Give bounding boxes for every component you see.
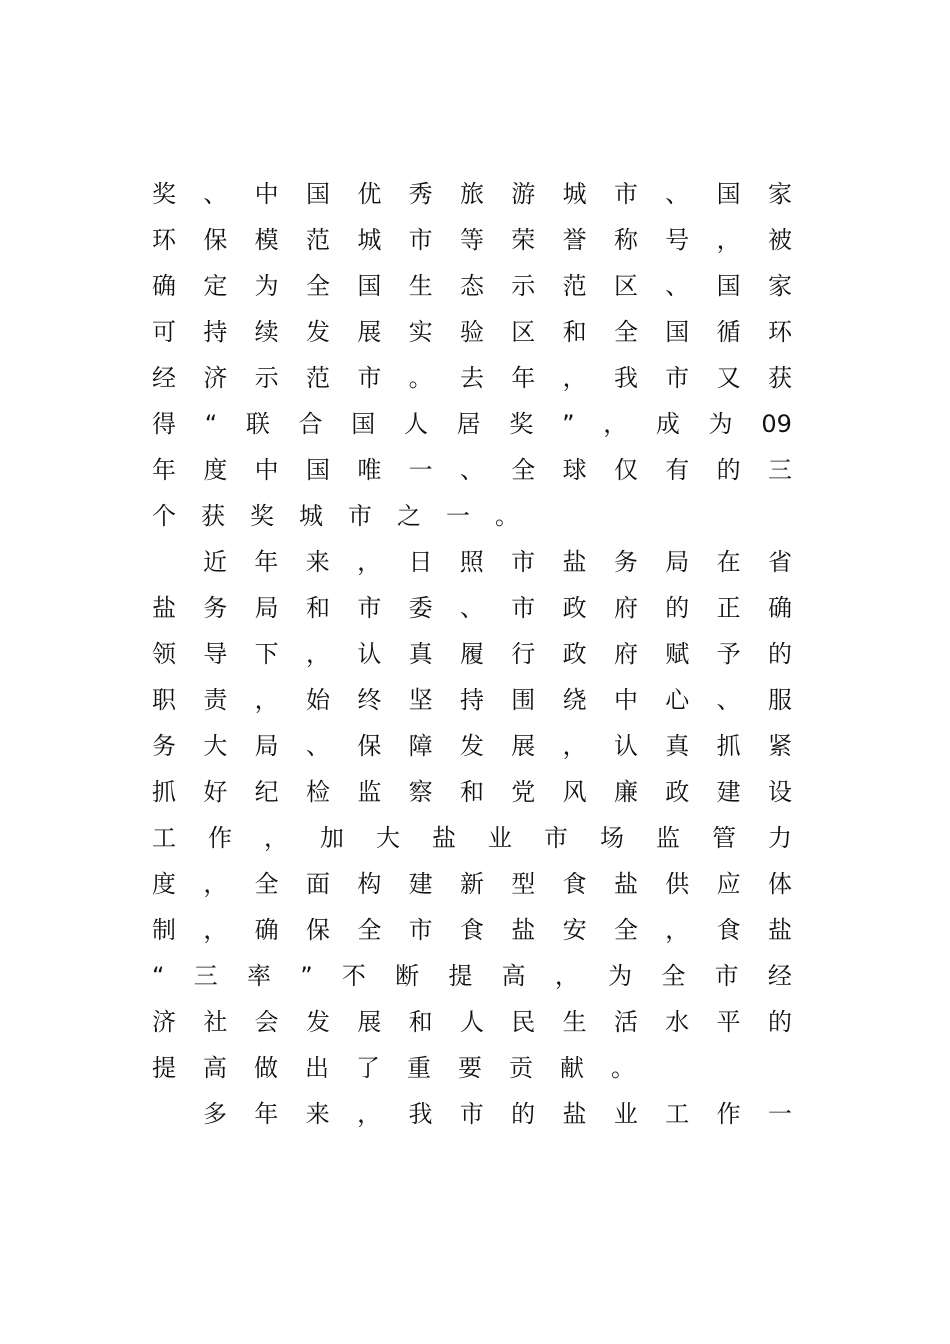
text-glyph: 社 [203, 1008, 228, 1036]
text-glyph: 范 [305, 226, 330, 254]
text-glyph: 我 [408, 1100, 433, 1128]
text-glyph: 成 [655, 410, 680, 438]
text-glyph: 终 [357, 686, 382, 714]
text-line [152, 684, 792, 716]
text-glyph: 城 [357, 226, 382, 254]
text-glyph: 正 [716, 594, 741, 622]
text-glyph: 建 [408, 870, 433, 898]
text-glyph: 、 [716, 686, 741, 714]
text-glyph: 市 [511, 548, 536, 576]
text-glyph: 济 [203, 364, 228, 392]
text-glyph: 业 [613, 1100, 638, 1128]
text-glyph: 重 [407, 1054, 431, 1082]
text-glyph: 务 [152, 732, 176, 760]
text-glyph: 济 [152, 1008, 176, 1036]
text-glyph: 真 [665, 732, 690, 760]
text-glyph: 年 [254, 1100, 279, 1128]
text-glyph: 持 [459, 686, 484, 714]
text-glyph: 仅 [613, 456, 638, 484]
text-glyph: 盐 [562, 548, 587, 576]
text-glyph: 之 [397, 502, 421, 530]
text-glyph: 和 [459, 778, 484, 806]
text-glyph: 度 [203, 456, 228, 484]
text-glyph: 。 [408, 364, 433, 392]
text-glyph: 国 [305, 180, 330, 208]
text-glyph: 。 [611, 1054, 635, 1082]
text-glyph: 奖 [250, 502, 274, 530]
text-glyph: 检 [305, 778, 330, 806]
text-glyph: 献 [560, 1054, 584, 1082]
text-glyph: 确 [767, 594, 792, 622]
text-glyph: 生 [562, 1008, 587, 1036]
text-glyph: 市 [408, 226, 433, 254]
text-glyph: 盐 [152, 594, 176, 622]
text-glyph: 平 [716, 1008, 741, 1036]
text-glyph: 市 [459, 1100, 484, 1128]
text-glyph: 断 [395, 962, 420, 990]
text-glyph: 循 [716, 318, 741, 346]
text-line [152, 776, 792, 808]
text-glyph: 中 [254, 180, 279, 208]
text-glyph: 市 [511, 594, 536, 622]
text-glyph: 导 [203, 640, 228, 668]
text-glyph: 下 [254, 640, 279, 668]
text-glyph: 委 [408, 594, 433, 622]
text-glyph: 号 [665, 226, 690, 254]
text-glyph: 为 [254, 272, 279, 300]
text-glyph: 发 [305, 318, 330, 346]
text-glyph: 全 [613, 916, 638, 944]
text-glyph: 保 [357, 732, 382, 760]
text-glyph: 贡 [509, 1054, 533, 1082]
text-glyph: 市 [665, 364, 690, 392]
text-glyph: 城 [562, 180, 587, 208]
text-glyph: 食 [716, 916, 741, 944]
text-glyph: 加 [320, 824, 344, 852]
text-glyph: 会 [254, 1008, 279, 1036]
text-glyph: 心 [665, 686, 690, 714]
text-glyph: ， [603, 410, 628, 438]
text-glyph: 坚 [408, 686, 433, 714]
text-glyph: 年 [152, 456, 176, 484]
text-glyph: 新 [459, 870, 484, 898]
text-glyph: 居 [456, 410, 481, 438]
text-glyph: 生 [408, 272, 433, 300]
text-glyph: 提 [448, 962, 473, 990]
text-glyph: ， [665, 916, 690, 944]
text-glyph: 民 [511, 1008, 536, 1036]
text-line [152, 822, 792, 854]
text-glyph: 、 [459, 594, 484, 622]
text-glyph: 建 [716, 778, 741, 806]
text-glyph: ， [562, 732, 587, 760]
text-glyph: 认 [613, 732, 638, 760]
text-glyph: 予 [716, 640, 741, 668]
text-glyph: 获 [767, 364, 792, 392]
text-glyph: 绕 [562, 686, 587, 714]
text-line [152, 1006, 792, 1038]
text-glyph: 保 [203, 226, 228, 254]
text-glyph: ， [305, 640, 330, 668]
text-glyph: 供 [665, 870, 690, 898]
text-glyph: 优 [357, 180, 382, 208]
text-glyph: 水 [665, 1008, 690, 1036]
text-glyph: 风 [562, 778, 587, 806]
text-glyph: 唯 [357, 456, 382, 484]
text-line [152, 592, 792, 624]
text-line [152, 224, 792, 256]
text-glyph: 和 [562, 318, 587, 346]
text-glyph: 示 [511, 272, 536, 300]
text-glyph: 领 [152, 640, 176, 668]
text-glyph: 市 [714, 962, 739, 990]
text-glyph: 一 [446, 502, 470, 530]
text-glyph: 食 [562, 870, 587, 898]
text-glyph: 廉 [613, 778, 638, 806]
text-glyph: 面 [305, 870, 330, 898]
text-line [152, 960, 792, 992]
text-glyph: 球 [562, 456, 587, 484]
text-glyph: 的 [665, 594, 690, 622]
text-glyph: 环 [767, 318, 792, 346]
text-glyph: 活 [613, 1008, 638, 1036]
text-line [152, 316, 792, 348]
text-glyph: 09 [761, 410, 792, 438]
text-glyph: 构 [357, 870, 382, 898]
text-glyph: 省 [767, 548, 792, 576]
text-glyph: 行 [511, 640, 536, 668]
text-glyph: 场 [600, 824, 624, 852]
text-glyph: 三 [193, 962, 218, 990]
text-glyph: 围 [511, 686, 536, 714]
text-glyph: 的 [767, 1008, 792, 1036]
text-glyph: 国 [716, 180, 741, 208]
text-glyph: 获 [201, 502, 225, 530]
text-glyph: 城 [299, 502, 323, 530]
text-glyph: 三 [767, 456, 792, 484]
text-glyph: 去 [459, 364, 484, 392]
text-glyph: 的 [716, 456, 741, 484]
text-glyph: 作 [716, 1100, 741, 1128]
text-glyph: 续 [254, 318, 279, 346]
text-line [152, 178, 792, 210]
text-glyph: 可 [152, 318, 176, 346]
text-glyph: 做 [254, 1054, 278, 1082]
text-glyph: 国 [305, 456, 330, 484]
text-glyph: 持 [203, 318, 228, 346]
text-glyph: 家 [767, 180, 792, 208]
text-glyph: 、 [203, 180, 228, 208]
text-glyph: 范 [305, 364, 330, 392]
text-glyph: 、 [459, 456, 484, 484]
text-glyph: 范 [562, 272, 587, 300]
text-glyph: 食 [459, 916, 484, 944]
text-glyph: 被 [767, 226, 792, 254]
text-glyph: 政 [562, 594, 587, 622]
text-glyph: 奖 [152, 180, 176, 208]
text-glyph: 一 [408, 456, 433, 484]
text-glyph: ， [203, 870, 228, 898]
text-glyph: 盐 [432, 824, 456, 852]
text-glyph: 力 [768, 824, 792, 852]
text-glyph: 高 [501, 962, 526, 990]
text-glyph: 型 [511, 870, 536, 898]
text-glyph: 全 [254, 870, 279, 898]
text-glyph: 。 [495, 502, 519, 530]
text-glyph: 务 [613, 548, 638, 576]
text-glyph: 提 [152, 1054, 176, 1082]
text-glyph: 全 [305, 272, 330, 300]
text-glyph: 局 [665, 548, 690, 576]
text-glyph: 国 [716, 272, 741, 300]
text-glyph: 经 [152, 364, 176, 392]
text-glyph: 合 [298, 410, 323, 438]
text-glyph: 纪 [254, 778, 279, 806]
text-line [152, 914, 792, 946]
text-glyph: 来 [305, 1100, 330, 1128]
text-glyph: ， [357, 548, 382, 576]
text-glyph: 模 [254, 226, 279, 254]
text-glyph: 全 [661, 962, 686, 990]
text-glyph: 展 [357, 1008, 382, 1036]
text-glyph: 来 [305, 548, 330, 576]
text-glyph: ， [254, 686, 279, 714]
text-glyph: 好 [203, 778, 228, 806]
text-glyph: ” [300, 962, 313, 990]
text-glyph: 盐 [562, 1100, 587, 1128]
paragraph-first-line [203, 1098, 792, 1130]
text-glyph: 盐 [613, 870, 638, 898]
text-glyph: 设 [767, 778, 792, 806]
text-glyph: 管 [712, 824, 736, 852]
text-glyph: 真 [408, 640, 433, 668]
text-glyph: 全 [511, 456, 536, 484]
text-glyph: 奖 [509, 410, 534, 438]
text-glyph: “ [204, 410, 218, 438]
text-glyph: 国 [665, 318, 690, 346]
text-glyph: 监 [357, 778, 382, 806]
text-glyph: ， [562, 364, 587, 392]
text-glyph: 抓 [152, 778, 176, 806]
text-glyph: 又 [716, 364, 741, 392]
text-glyph: 不 [341, 962, 366, 990]
text-glyph: 市 [357, 594, 382, 622]
text-glyph: 党 [511, 778, 536, 806]
text-glyph: 和 [408, 1008, 433, 1036]
text-glyph: 国 [357, 272, 382, 300]
text-glyph: 旅 [459, 180, 484, 208]
text-glyph: 的 [767, 640, 792, 668]
text-line [152, 270, 792, 302]
text-glyph: 示 [254, 364, 279, 392]
text-glyph: 高 [203, 1054, 227, 1082]
text-glyph: ” [562, 410, 575, 438]
text-glyph: 在 [716, 548, 741, 576]
text-glyph: 联 [245, 410, 270, 438]
text-glyph: 度 [152, 870, 176, 898]
text-glyph: 得 [152, 410, 176, 438]
text-line [152, 638, 792, 670]
text-glyph: 游 [511, 180, 536, 208]
text-glyph: 安 [562, 916, 587, 944]
text-glyph: 作 [208, 824, 232, 852]
text-glyph: 工 [152, 824, 176, 852]
text-glyph: 局 [254, 594, 279, 622]
text-glyph: 制 [152, 916, 176, 944]
text-glyph: 府 [613, 640, 638, 668]
text-glyph: 区 [511, 318, 536, 346]
text-line [152, 1052, 792, 1084]
text-line [152, 500, 792, 532]
text-glyph: 工 [665, 1100, 690, 1128]
text-glyph: ， [716, 226, 741, 254]
text-glyph: 率 [246, 962, 271, 990]
text-glyph: 荣 [511, 226, 536, 254]
text-glyph: 家 [767, 272, 792, 300]
text-glyph: 市 [357, 364, 382, 392]
text-glyph: 局 [254, 732, 279, 760]
text-glyph: 发 [305, 1008, 330, 1036]
text-glyph: ， [264, 824, 288, 852]
text-glyph: 一 [767, 1100, 792, 1128]
text-glyph: 年 [511, 364, 536, 392]
text-glyph: 体 [767, 870, 792, 898]
text-glyph: 称 [613, 226, 638, 254]
text-glyph: 责 [203, 686, 228, 714]
text-glyph: 有 [665, 456, 690, 484]
text-glyph: 为 [708, 410, 733, 438]
text-glyph: 我 [613, 364, 638, 392]
text-glyph: “ [152, 962, 165, 990]
text-glyph: 认 [357, 640, 382, 668]
text-glyph: 人 [403, 410, 428, 438]
text-glyph: 誉 [562, 226, 587, 254]
text-glyph: 秀 [408, 180, 433, 208]
text-glyph: 障 [408, 732, 433, 760]
text-glyph: ， [554, 962, 579, 990]
text-glyph: 全 [357, 916, 382, 944]
text-line [152, 730, 792, 762]
text-glyph: 盐 [767, 916, 792, 944]
text-glyph: 盐 [511, 916, 536, 944]
text-glyph: 市 [544, 824, 568, 852]
paragraph-first-line [203, 546, 792, 578]
text-glyph: 抓 [716, 732, 741, 760]
text-glyph: 等 [459, 226, 484, 254]
text-glyph: 市 [348, 502, 372, 530]
text-glyph: 、 [665, 180, 690, 208]
text-glyph: 经 [767, 962, 792, 990]
text-glyph: 大 [376, 824, 400, 852]
text-glyph: 市 [408, 916, 433, 944]
text-glyph: 照 [459, 548, 484, 576]
text-glyph: 中 [254, 456, 279, 484]
text-glyph: 服 [767, 686, 792, 714]
text-glyph: ， [203, 916, 228, 944]
text-glyph: 市 [613, 180, 638, 208]
text-glyph: ， [357, 1100, 382, 1128]
text-glyph: 了 [356, 1054, 380, 1082]
text-glyph: 职 [152, 686, 176, 714]
text-glyph: 应 [716, 870, 741, 898]
text-glyph: 出 [305, 1054, 329, 1082]
text-glyph: 监 [656, 824, 680, 852]
text-line [152, 408, 792, 440]
text-glyph: 年 [254, 548, 279, 576]
text-glyph: 国 [351, 410, 376, 438]
text-line [152, 454, 792, 486]
text-glyph: 、 [305, 732, 330, 760]
text-glyph: 履 [459, 640, 484, 668]
text-glyph: 多 [203, 1100, 227, 1128]
text-glyph: 定 [203, 272, 228, 300]
text-glyph: 全 [613, 318, 638, 346]
text-glyph: 发 [459, 732, 484, 760]
text-glyph: 、 [665, 272, 690, 300]
text-glyph: 实 [408, 318, 433, 346]
text-glyph: 环 [152, 226, 176, 254]
text-glyph: 态 [459, 272, 484, 300]
text-glyph: 政 [562, 640, 587, 668]
text-line [152, 868, 792, 900]
text-glyph: 察 [408, 778, 433, 806]
text-glyph: 中 [613, 686, 638, 714]
text-glyph: 大 [203, 732, 228, 760]
text-glyph: 的 [511, 1100, 536, 1128]
text-glyph: 日 [408, 548, 433, 576]
text-glyph: 近 [203, 548, 227, 576]
text-glyph: 区 [613, 272, 638, 300]
text-glyph: 要 [458, 1054, 482, 1082]
text-glyph: 展 [357, 318, 382, 346]
text-glyph: 始 [305, 686, 330, 714]
text-glyph: 业 [488, 824, 512, 852]
text-glyph: 赋 [665, 640, 690, 668]
text-glyph: 保 [305, 916, 330, 944]
text-glyph: 务 [203, 594, 228, 622]
text-glyph: 验 [459, 318, 484, 346]
text-glyph: 紧 [767, 732, 792, 760]
text-glyph: 政 [665, 778, 690, 806]
text-glyph: 个 [152, 502, 176, 530]
text-glyph: 和 [305, 594, 330, 622]
text-glyph: 确 [152, 272, 176, 300]
text-glyph: 府 [613, 594, 638, 622]
text-glyph: 为 [608, 962, 633, 990]
text-glyph: 展 [511, 732, 536, 760]
text-glyph: 确 [254, 916, 279, 944]
text-line [152, 362, 792, 394]
text-glyph: 人 [459, 1008, 484, 1036]
